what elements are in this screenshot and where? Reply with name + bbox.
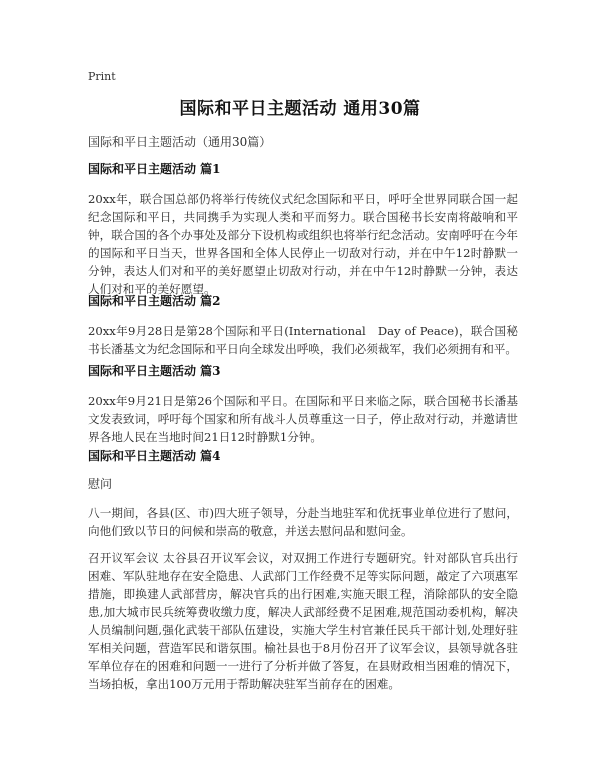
section-heading: 国际和平日主题活动 篇4 [88, 449, 221, 463]
section-paragraph: 20xx年9月28日是第28个国际和平日(International Day of Peace)，联合国秘书长潘基文为纪念国际和平日向全球发出呼唤，我们必须裁军，我们必须拥有和平。 [88, 324, 518, 356]
section-paragraph: 召开议军会议 太谷县召开议军会议，对双拥工作进行专题研究。针对部队官兵出行困难、军队驻地存在安全隐患、人武部门工作经费不足等实际问题，敲定了六项惠军措施，即换建人武部营房，解决官兵的出行困难,实施天眼工程，消除部队的安全隐患,加大城市民兵统筹费收缴力度，解决人武部经费不足困难,规范国动委机构，解决人员编制问题,强化武装干部队伍建设，实施大学生村官兼任民兵干部计划,处理好驻军相关问题，营造军民和谐氛围。榆社县也于8月份召开了议军会议，县领导就各驻军单位存在的困难和问题一一进行了分析并做了答复，在县财政相当困难的情况下，当场拍板，拿出100万元用于帮助解决驻军当前存在的困难。 [88, 551, 518, 691]
section-2 [88, 292, 518, 358]
section-heading: 国际和平日主题活动 篇1 [88, 162, 221, 176]
section-4 [88, 447, 518, 693]
section-paragraph: 20xx年9月21日是第26个国际和平日。在国际和平日来临之际，联合国秘书长潘基文发表致词，呼吁每个国家和所有战斗人员尊重这一日子，停止敌对行动，并邀请世界各地人民在当地时间21日12时静默1分钟。 [88, 394, 518, 444]
section-heading: 国际和平日主题活动 篇3 [88, 364, 221, 378]
print-label: Print [88, 70, 116, 83]
section-3 [88, 362, 518, 446]
section-subheading: 慰问 [88, 477, 113, 491]
section-paragraph: 20xx年，联合国总部仍将举行传统仪式纪念国际和平日，呼吁全世界同联合国一起纪念国际和平日，共同携手为实现人类和平而努力。联合国秘书长安南将敲响和平钟，联合国的各个办事处及部分下设机构或组织也将举行纪念活动。安南呼吁在今年的国际和平日当天，世界各国和全体人民停止一切敌对行动，并在中午12时静默一分钟，表达人们对和平的美好愿望止切敌对行动，并在中午12时静默一分钟，表达人们对和平的美好愿望。 [88, 192, 518, 296]
section-1 [88, 160, 518, 298]
section-heading: 国际和平日主题活动 篇2 [88, 294, 221, 308]
page-title: 国际和平日主题活动 通用30篇 [179, 99, 421, 119]
document-subtitle: 国际和平日主题活动（通用30篇） [88, 135, 272, 149]
section-paragraph: 八一期间，各县(区、市)四大班子领导，分赴当地驻军和优抚事业单位进行了慰问，向他们致以节日的问候和崇高的敬意，并送去慰问品和慰问金。 [88, 506, 518, 538]
